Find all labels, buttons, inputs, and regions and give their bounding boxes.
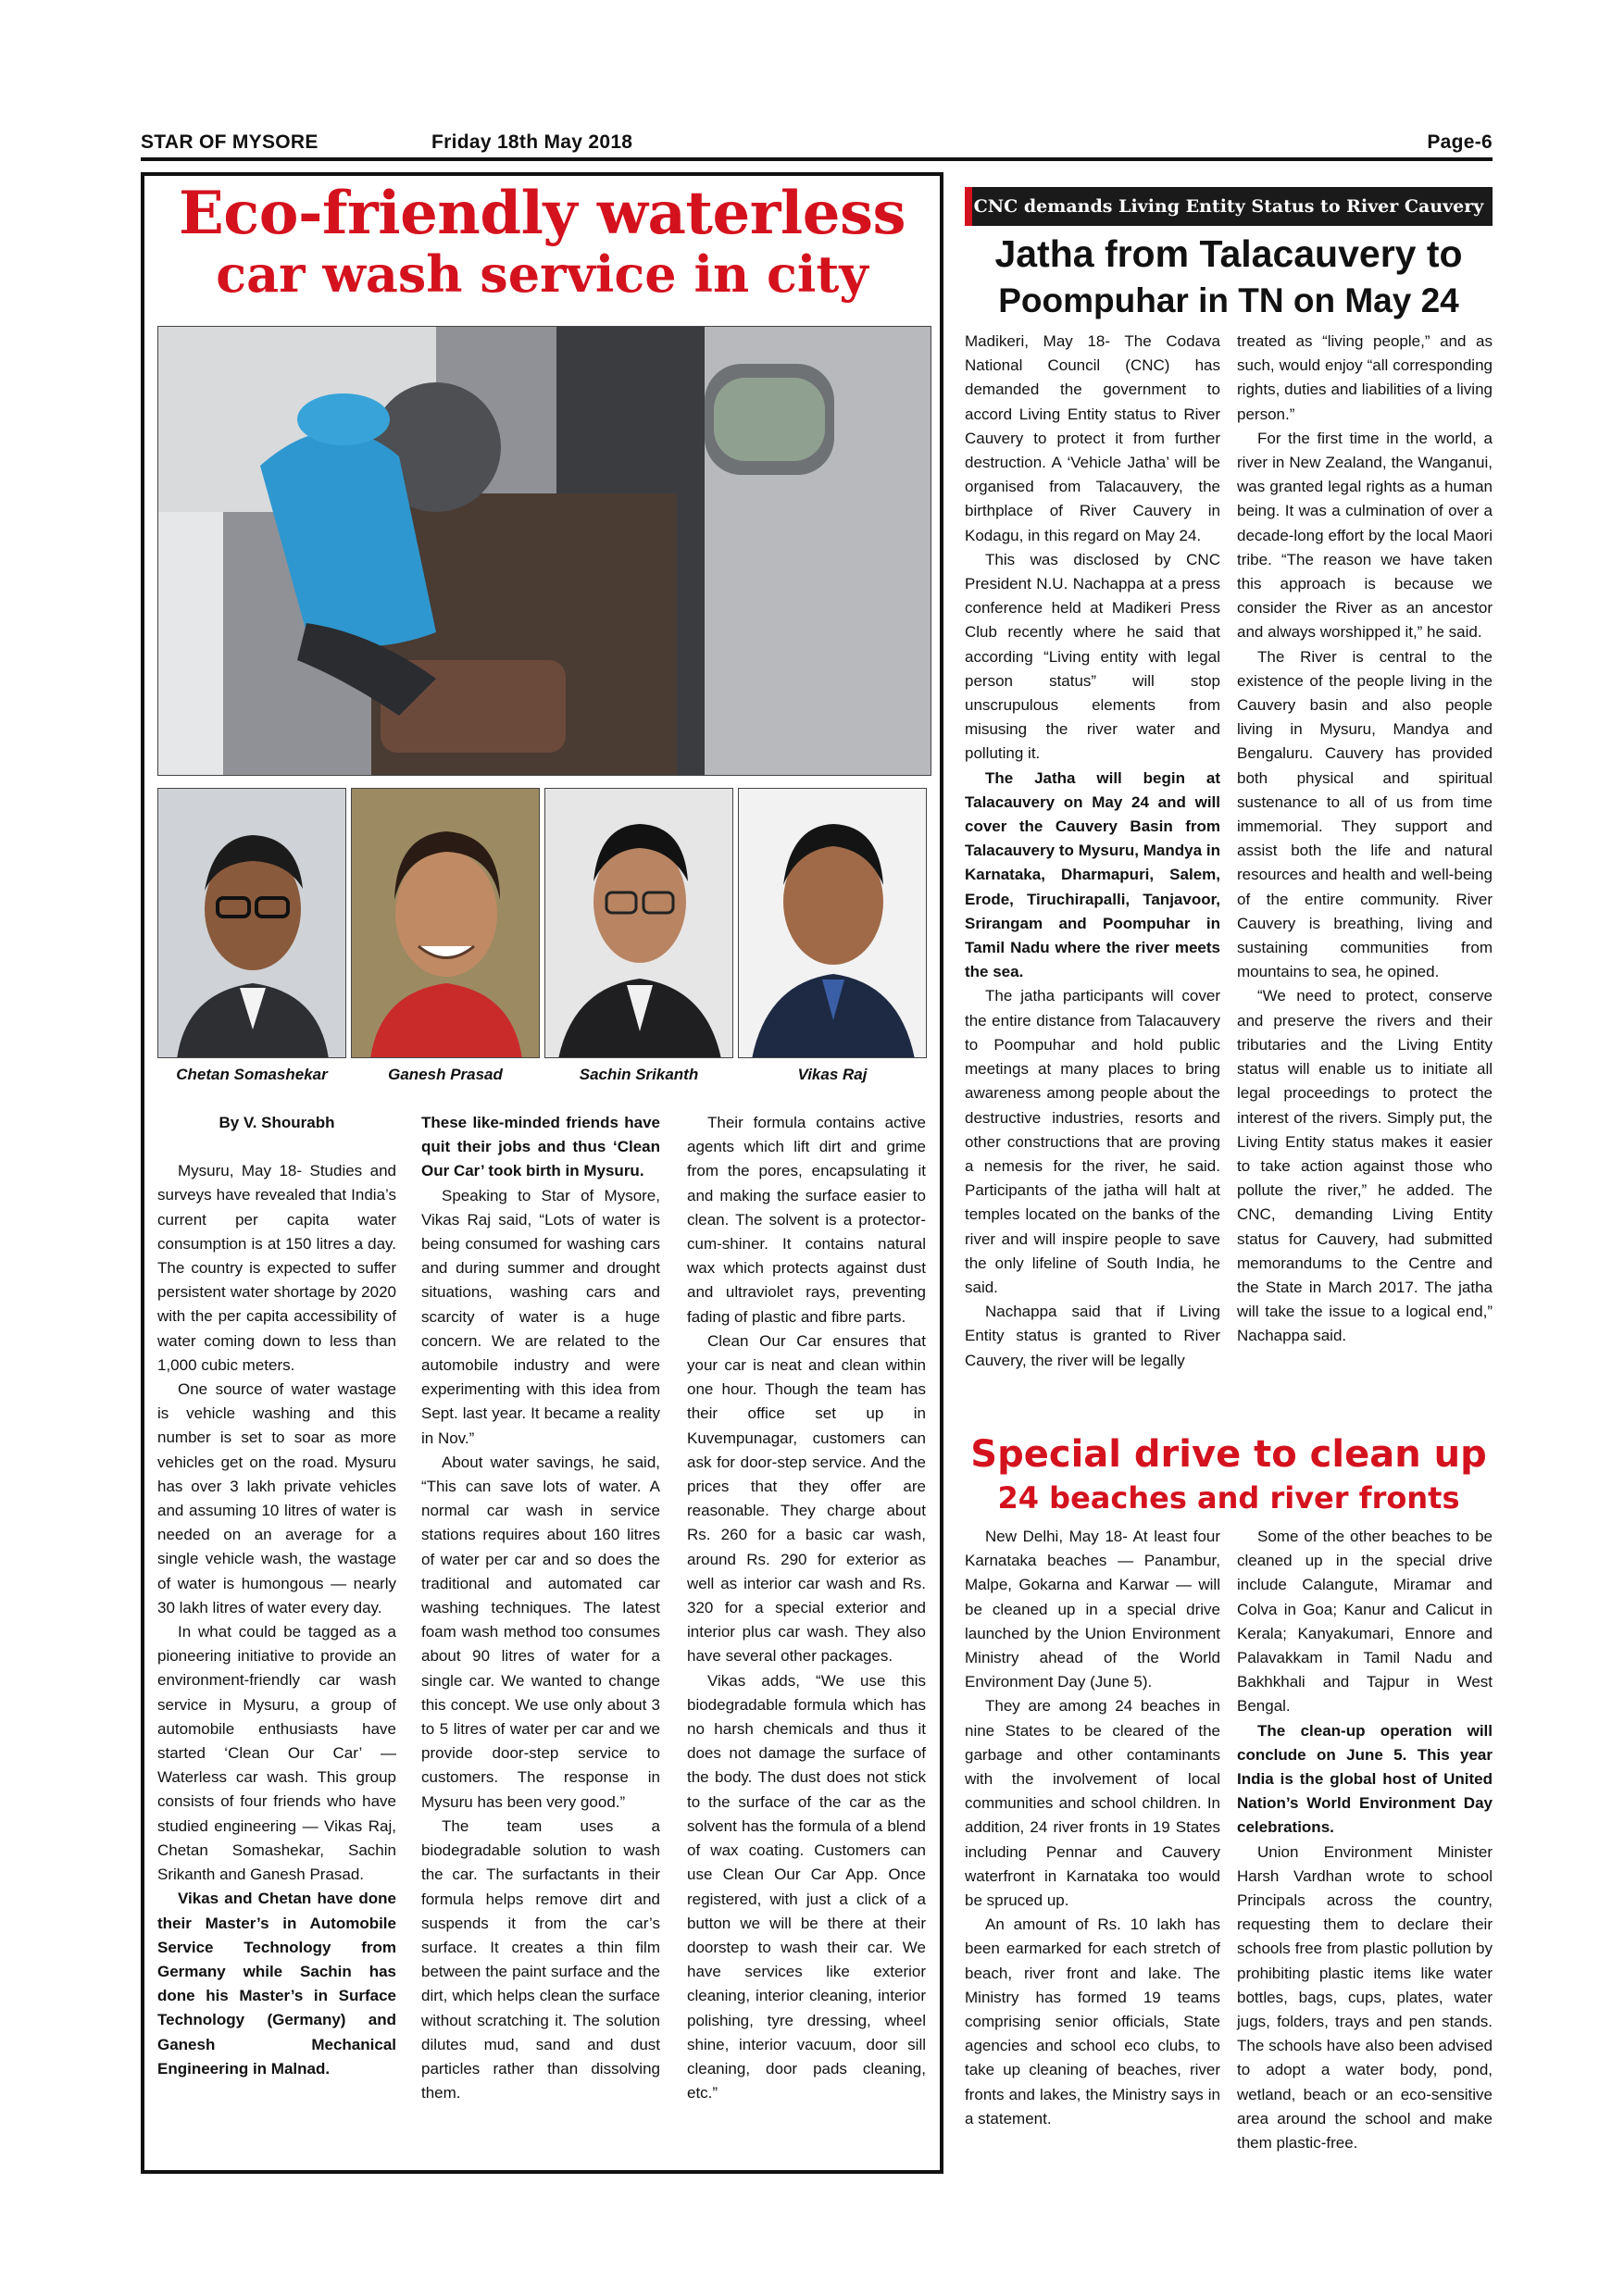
caption-chetan: Chetan Somashekar bbox=[176, 1066, 328, 1083]
paragraph: treated as “living people,” and as such, would enjoy “all corresponding rights, duties and liabilities of a living person.” bbox=[1237, 332, 1493, 423]
jatha-headline-line2: Poompuhar in TN on May 24 bbox=[998, 281, 1459, 319]
paragraph: Madikeri, May 18- The Codava National Council (CNC) has demanded the government to accord Living Entity status to River Cauvery to protect it from further destruction. A ‘Vehicle Jatha’ will be organised from Talacauvery, the birthplace of River Cauvery in Kodagu, in this regard on May 24. bbox=[965, 332, 1220, 544]
portrait-vikas-raj bbox=[738, 788, 927, 1058]
jatha-column-2 bbox=[1237, 330, 1493, 1349]
paragraph: Mysuru, May 18- Studies and surveys have revealed that India’s current per capita water consumption is at 150 litres a day. The country is expected to suffer persistent water shortage by 2020 with the per capita accessibility of water coming down to less than 1,000 cubic meters. bbox=[157, 1162, 396, 1374]
paragraph: These like-minded friends have quit their jobs and thus ‘Clean Our Car’ took birth in Mysuru. bbox=[421, 1114, 660, 1180]
paragraph: Clean Our Car ensures that your car is neat and clean within one hour. Though the team has their office set up in Kuvempunagar, customers can ask for door-step service. And the prices that they offer are reasonable. They charge about Rs. 260 for a basic car wash, around Rs. 290 for exterior as well as interior car wash and Rs. 320 for a special exterior and interior plus car wash. They also have several other packages. bbox=[687, 1331, 926, 1666]
car-wash-column-2 bbox=[421, 1111, 660, 2105]
cleanup-headline-line2: 24 beaches and river fronts bbox=[997, 1480, 1460, 1516]
cnc-kicker: CNC demands Living Entity Status to River Cauvery bbox=[965, 187, 1493, 226]
paragraph: Some of the other beaches to be cleaned up in the special drive include Calangute, Miramar and Colva in Goa; Kanur and Calicut in Kerala; Kanyakumari, Ennore and Palavakkam in Tamil Nadu and Bakhkhali and Tajpur in West Bengal. bbox=[1237, 1528, 1493, 1716]
car-wash-photo-image bbox=[158, 327, 931, 776]
car-wash-column-1 bbox=[157, 1111, 396, 2081]
paragraph: Their formula contains active agents which lift dirt and grime from the pores, encapsulating it and making the surface easier to clean. The solvent is a protector-cum-shiner. It contains natural wax which protects against dust and ultraviolet rays, preventing fading of plastic and fibre parts. bbox=[687, 1114, 926, 1326]
portrait-ganesh-prasad bbox=[351, 788, 540, 1058]
paragraph: Vikas and Chetan have done their Master’s in Automobile Service Technology from Germany while Sachin has done his Master’s in Surface Technology (Germany) and Ganesh Mechanical Engineering in Malnad. bbox=[157, 1890, 396, 2078]
paper-name: STAR OF MYSORE bbox=[141, 131, 319, 153]
portrait-image bbox=[158, 789, 346, 1058]
header-rule bbox=[141, 157, 1493, 161]
paragraph: The River is central to the existence of the people living in the Cauvery basin and also people living in Mysuru, Mandya and Bengaluru. Cauvery has provided both physical and spiritual sustenance to all of us from time immemorial. They support and assist both the life and natural resources and health and well-being of the entire community. River Cauvery is breathing, living and sustaining communities from mountains to sea, he opined. bbox=[1237, 647, 1493, 981]
paragraph: In what could be tagged as a pioneering initiative to provide an environment-friendly car wash service in Mysuru, a group of automobile enthusiasts have started ‘Clean Our Car’ — Waterless car wash. This group consists of four friends who have studied engineering — Vikas Raj, Chetan Somashekar, Sachin Srikanth and Ganesh Prasad. bbox=[157, 1623, 396, 1884]
paragraph: The clean-up operation will conclude on June 5. This year India is the global host of United Nation’s World Environment Day celebrations. bbox=[1237, 1721, 1493, 1837]
paragraph: The team uses a biodegradable solution to wash the car. The surfactants in their formula helps remove dirt and suspends it from the car’s surface. It creates a thin film between the paint surface and the dirt, which helps clean the surface without scratching it. The solution dilutes mud, sand and dust particles rather than dissolving them. bbox=[421, 1816, 660, 2103]
cleanup-column-2 bbox=[1237, 1525, 1493, 2155]
car-wash-column-3 bbox=[687, 1111, 926, 2105]
portrait-image bbox=[739, 789, 927, 1058]
caption-sachin: Sachin Srikanth bbox=[579, 1066, 699, 1083]
kicker-accent bbox=[965, 187, 972, 226]
paragraph: Vikas adds, “We use this biodegradable formula which has no harsh chemicals and thus it does not damage the surface of the body. The dust does not stick to the surface of the car as the solvent has the formula of a blend of wax coating. Customers can use Clean Our Car App. Once registered, with just a click of a button we will be there at their doorstep to wash their car. We have services like exterior cleaning, interior cleaning, interior polishing, tyre dressing, wheel shine, interior vacuum, door sill cleaning, door pads cleaning, etc.” bbox=[687, 1671, 926, 2103]
paragraph: About water savings, he said, “This can save lots of water. A normal car wash in service stations requires about 160 litres of water per car and so does the traditional and automated car washing techniques. The latest foam wash method too consumes about 90 litres of water for a single car. We wanted to change this concept. We use only about 3 to 5 litres of water per car and we provide door-step service to customers. The response in Mysuru has been very good.” bbox=[421, 1453, 660, 1811]
car-wash-headline-line2: car wash service in city bbox=[216, 244, 868, 304]
jatha-headline-line1: Jatha from Talacauvery to bbox=[994, 232, 1463, 275]
portrait-image bbox=[352, 789, 540, 1058]
page-number: Page-6 bbox=[1427, 131, 1493, 153]
cleanup-column-1 bbox=[965, 1525, 1220, 2131]
paragraph: The Jatha will begin at Talacauvery on May 24 and will cover the Cauvery Basin from Talacauvery to Mysuru, Mandya in Karnataka, Dharmapuri, Salem, Erode, Tiruchirapalli, Tanjavoor, Srirangam and Poompuhar in Tamil Nadu where the river meets the sea. bbox=[965, 768, 1220, 981]
cleanup-headline-line1: Special drive to clean up bbox=[970, 1433, 1487, 1476]
paragraph: Union Environment Minister Harsh Vardhan wrote to school Principals across the country, requesting them to declare their schools free from plastic pollution by prohibiting plastic items like water bottles, bags, cups, plates, water jugs, folders, trays and pen stands. The schools have also been advised to adopt a water body, pond, wetland, beach or an eco-sensitive area around the school and make them plastic-free. bbox=[1237, 1842, 1493, 2152]
caption-vikas: Vikas Raj bbox=[797, 1066, 868, 1083]
paragraph: They are among 24 beaches in nine States to be cleared of the garbage and other contaminants with the involvement of local communities and school children. In addition, 24 river fronts in 19 States including Pennar and Cauvery waterfront in Karnataka too would be spruced up. bbox=[965, 1697, 1220, 1910]
byline: By V. Shourabh bbox=[219, 1114, 335, 1131]
car-wash-photo bbox=[157, 326, 931, 776]
paragraph: The jatha participants will cover the entire distance from Talacauvery to Poompuhar and hold public meetings at many places to bring awareness among people about the destructive industries, resorts and other constructions that are proving a nemesis for the river, he said. Participants of the jatha will halt at temples located on the banks of the river and will inspire people to save the only lifeline of South India, he said. bbox=[965, 987, 1220, 1296]
paragraph: “We need to protect, conserve and preserve the rivers and their tributaries and the Living Entity status will enable us to initiate all legal proceedings to protect the interest of the rivers. Simply put, the Living Entity status makes it easier to take action against those who pollute the river,” he added. The CNC, demanding Living Entity status for Cauvery, had submitted memorandums to the Centre and the State in March 2017. The jatha will take the issue to a logical end,” Nachappa said. bbox=[1237, 987, 1493, 1345]
issue-date: Friday 18th May 2018 bbox=[431, 131, 633, 153]
paragraph: For the first time in the world, a river in New Zealand, the Wanganui, was granted legal rights as a human being. It was a culmination of over a decade-long effort by the local Maori tribe. “The reason we have taken this approach is because we consider the River as an ancestor and always worshipped it,” he said. bbox=[1237, 429, 1493, 642]
paragraph: New Delhi, May 18- At least four Karnataka beaches — Panambur, Malpe, Gokarna and Karwar — will be cleaned up in a special drive launched by the Union Environment Ministry ahead of the World Environment Day (June 5). bbox=[965, 1528, 1220, 1691]
paragraph: Speaking to Star of Mysore, Vikas Raj said, “Lots of water is being consumed for washing cars and during summer and drought situations, washing cars and scarcity of water is a huge concern. We are related to the automobile industry and were experimenting with this idea from Sept. last year. It became a reality in Nov.” bbox=[421, 1186, 660, 1447]
paragraph: One source of water wastage is vehicle washing and this number is set to soar as more vehicles get on the road. Mysuru has over 3 lakh private vehicles and assuming 10 litres of water is needed on an average for a single vehicle wash, the wastage of water is humongous — nearly 30 lakh litres of water every day. bbox=[157, 1380, 396, 1616]
jatha-column-1 bbox=[965, 330, 1220, 1373]
paragraph: An amount of Rs. 10 lakh has been earmarked for each stretch of beach, river front and lake. The Ministry has formed 19 teams comprising senior officials, State agencies and school eco clubs, to take up cleaning of beaches, river fronts and lakes, the Ministry says in a statement. bbox=[965, 1915, 1220, 2128]
portrait-image bbox=[545, 789, 733, 1058]
portrait-sachin-srikanth bbox=[544, 788, 733, 1058]
car-wash-headline-line1: Eco-friendly waterless bbox=[179, 179, 906, 248]
paragraph: Nachappa said that if Living Entity status is granted to River Cauvery, the river will be legally bbox=[965, 1303, 1220, 1369]
portrait-chetan-somashekar bbox=[157, 788, 346, 1058]
paragraph: This was disclosed by CNC President N.U. Nachappa at a press conference held at Madikeri Press Club recently where he said that according “Living entity with legal person status” will stop unscrupulous elements from misusing the river water and polluting it. bbox=[965, 550, 1220, 763]
caption-ganesh: Ganesh Prasad bbox=[388, 1066, 503, 1083]
